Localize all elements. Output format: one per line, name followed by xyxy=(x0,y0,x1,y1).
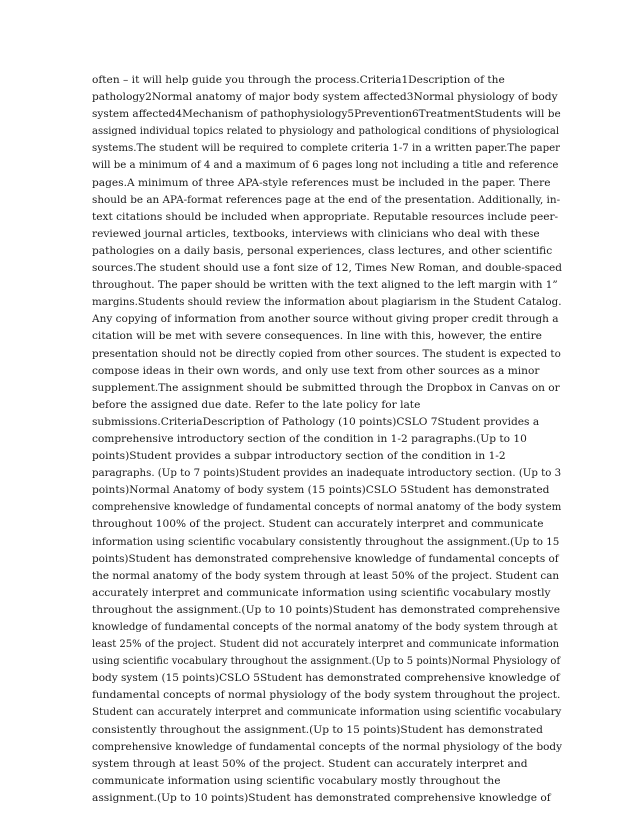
text-line: communicate information using scientific vocabulary mostly throughout the xyxy=(92,774,501,787)
text-line: assignment.(Up to 10 points)Student has demonstrated comprehensive knowledge of xyxy=(92,791,551,804)
text-line: text citations should be included when appropriate. Reputable resources include peer- xyxy=(92,210,559,223)
text-line: will be a minimum of 4 and a maximum of 6 pages long not including a title and reference xyxy=(92,160,559,172)
text-line: accurately interpret and communicate information using scientific vocabulary mostly xyxy=(92,586,551,599)
text-line: often – it will help guide you through the process.Criteria1Description of the xyxy=(92,74,505,86)
text-line: should be an APA-format references page at the end of the presentation. Additionally, in- xyxy=(92,193,561,206)
text-line: assigned individual topics related to physiology and pathological conditions of physiological xyxy=(92,126,560,138)
text-line: before the assigned due date. Refer to the late policy for late xyxy=(92,398,421,411)
text-line: points)Student provides a subpar introductory section of the condition in 1-2 xyxy=(92,450,506,463)
text-line: pathologies on a daily basis, personal experiences, class lectures, and other scientific xyxy=(92,244,553,257)
text-line: throughout. The paper should be written with the text aligned to the left margin with 1” xyxy=(92,279,558,292)
text-line: system affected4Mechanism of pathophysiology5Prevention6TreatmentStudents will be xyxy=(92,108,561,121)
text-line: points)Normal Anatomy of body system (15 points)CSLO 5Student has demonstrated xyxy=(92,484,550,497)
text-line: supplement.The assignment should be submitted through the Dropbox in Canvas on or xyxy=(92,381,560,394)
text-line: throughout the assignment.(Up to 10 points)Student has demonstrated comprehensive xyxy=(92,603,560,616)
text-line: information using scientific vocabulary consistently throughout the assignment.(Up to 15 xyxy=(92,535,560,548)
text-line: Student can accurately interpret and communicate information using scientific vocabulary xyxy=(92,707,562,719)
body-text xyxy=(92,72,562,807)
text-line: knowledge of fundamental concepts of the normal anatomy of the body system through at xyxy=(92,622,558,633)
text-line: sources.The student should use a font size of 12, Times New Roman, and double-spaced xyxy=(92,262,562,275)
text-line: body system (15 points)CSLO 5Student has demonstrated comprehensive knowledge of xyxy=(92,672,560,685)
text-line: comprehensive knowledge of fundamental concepts of the normal physiology of the body xyxy=(92,740,562,753)
text-line: comprehensive knowledge of fundamental concepts of normal anatomy of the body system xyxy=(92,502,562,514)
text-line: fundamental concepts of normal physiology of the body system throughout the project. xyxy=(92,689,561,702)
text-line: Any copying of information from another source without giving proper credit through a xyxy=(92,313,559,326)
text-line: compose ideas in their own words, and only use text from other sources as a minor xyxy=(92,364,540,377)
text-line: comprehensive introductory section of the condition in 1-2 paragraphs.(Up to 10 xyxy=(92,432,527,445)
text-line: submissions.CriteriaDescription of Pathology (10 points)CSLO 7Student provides a xyxy=(92,415,540,428)
text-line: margins.Students should review the information about plagiarism in the Student Catalog. xyxy=(92,296,562,309)
text-line: system through at least 50% of the project. Student can accurately interpret and xyxy=(92,757,528,770)
text-line: the normal anatomy of the body system through at least 50% of the project. Student can xyxy=(92,569,560,582)
text-line: reviewed journal articles, textbooks, interviews with clinicians who deal with these xyxy=(92,227,540,240)
text-line: citation will be met with severe consequences. In line with this, however, the entire xyxy=(92,330,542,343)
text-line: consistently throughout the assignment.(Up to 15 points)Student has demonstrated xyxy=(92,723,543,736)
text-line: systems.The student will be required to complete criteria 1-7 in a written paper.The paper xyxy=(92,143,561,155)
text-line: using scientific vocabulary throughout the assignment.(Up to 5 points)Normal Physiology of xyxy=(92,656,561,668)
text-line: paragraphs. (Up to 7 points)Student provides an inadequate introductory section. (Up to 3 xyxy=(92,468,562,480)
text-line: presentation should not be directly copied from other sources. The student is expected to xyxy=(92,347,561,360)
text-line: least 25% of the project. Student did not accurately interpret and communicate information xyxy=(92,639,560,651)
text-line: throughout 100% of the project. Student can accurately interpret and communicate xyxy=(92,518,544,531)
text-line: pathology2Normal anatomy of major body system affected3Normal physiology of body xyxy=(92,91,558,104)
text-line: pages.A minimum of three APA-style references must be included in the paper. There xyxy=(92,176,551,189)
text-line: points)Student has demonstrated comprehensive knowledge of fundamental concepts of xyxy=(92,552,559,565)
